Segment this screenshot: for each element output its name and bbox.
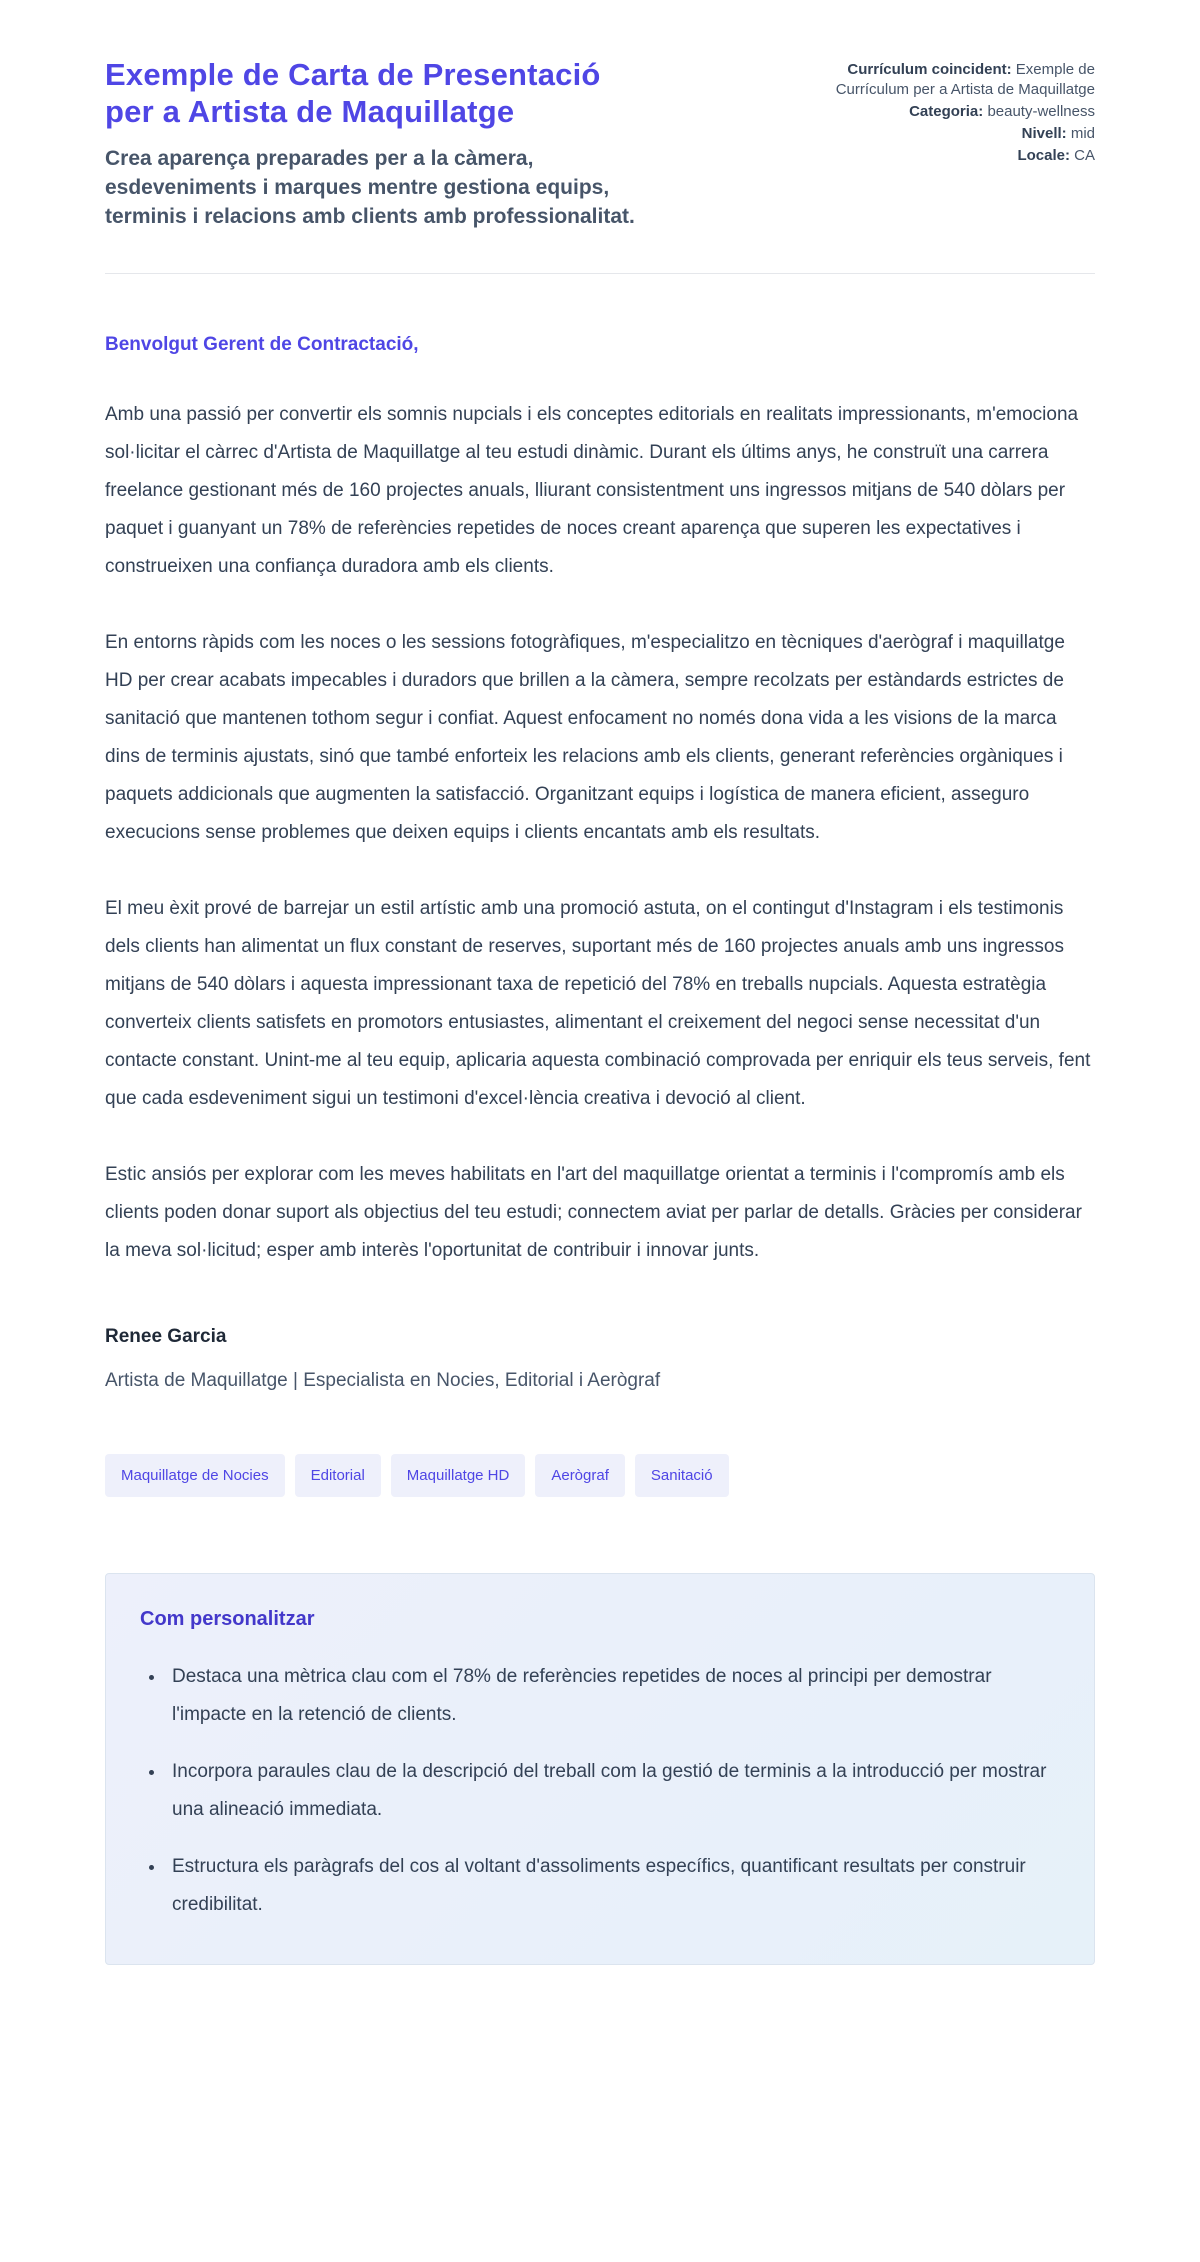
meta-category-value: beauty-wellness [987,103,1095,120]
skill-tag: Editorial [295,1454,381,1497]
meta-matching-resume-value: Exemple de Currículum per a Artista de Maquillatge [835,61,1095,98]
letter-paragraph: Amb una passió per convertir els somnis nupcials i els conceptes editorials en realitats impressionants, m'emociona sol·licitar el càrrec d'Artista de Maquillatge al teu estudi dinàmic. Durant els últims anys, he construït una carrera freelance gestionant més de 160 projectes anuals, lliurant consistentment uns ingressos mitjans de 540 dòlars per paquet i guanyant un 78% de referències repetides de noces creant aparença que superen les expectatives i construeixen una confiança duradora amb els clients. [105,404,1079,577]
skill-tag: Aerògraf [535,1454,625,1497]
meta-locale-label: Locale: [1017,147,1070,164]
meta-matching-resume [835,60,1095,100]
header-divider [105,273,1095,274]
meta-category [835,102,1095,122]
cover-letter-page [105,0,1095,1965]
letter-paragraph: En entorns ràpids com les noces o les sessions fotogràfiques, m'especialitzo en tècniques d'aerògraf i maquillatge HD per crear acabats impecables i duradors que brillen a la càmera, sempre recolzats per estàndards estrictes de sanitació que mantenen tothom segur i confiat. Aquest enfocament no només dona vida a les visions de la marca dins de terminis ajustats, sinó que també enforteix les relacions amb els clients, generant referències orgàniques i paquets addicionals que augmenten la satisfacció. Organitzant equips i logística de manera eficient, asseguro execucions sense problemes que deixen equips i clients encantats amb els resultats. [105,632,1065,843]
letter-body [105,332,1095,1392]
skill-tag: Maquillatge HD [391,1454,526,1497]
skill-tag: Maquillatge de Nocies [105,1454,285,1497]
header-title-block [105,56,635,231]
meta-matching-resume-label: Currículum coincident: [847,61,1012,78]
meta-level-label: Nivell: [1021,125,1067,142]
page-title: Exemple de Carta de Presentació per a Artista de Maquillatge [105,57,601,129]
tips-title: Com personalitzar [140,1608,315,1630]
meta-level-value: mid [1070,125,1095,142]
page-subtitle: Crea aparença preparades per a la càmera, esdeveniments i marques mentre gestiona equips, terminis i relacions amb clients amb professionalitat. [105,147,635,228]
meta-locale-value: CA [1074,147,1095,164]
signature-role: Artista de Maquillatge | Especialista en Nocies, Editorial i Aerògraf [105,1370,661,1391]
skill-tags [105,1454,1095,1497]
letter-paragraph: Estic ansiós per explorar com les meves habilitats en l'art del maquillatge orientat a terminis i l'compromís amb els clients poden donar suport als objectius del teu estudi; connectem aviat per parlar de detalls. Gràcies per considerar la meva sol·licitud; esper amb interès l'oportunitat de contribuir i innovar junts. [105,1164,1082,1261]
meta-locale [835,146,1095,166]
tip-item: • Incorpora paraules clau de la descripció del treball com la gestió de terminis a la introducció per mostrar una alineació immediata. [166,1753,1060,1829]
skill-tag: Sanitació [635,1454,729,1497]
header-meta-block [835,56,1095,168]
tip-item: • Estructura els paràgrafs del cos al voltant d'assoliments específics, quantificant resultats per construir credibilitat. [166,1848,1060,1924]
letter-greeting: Benvolgut Gerent de Contractació, [105,334,419,355]
letter-paragraph: El meu èxit prové de barrejar un estil artístic amb una promoció astuta, on el contingut d'Instagram i els testimonis dels clients han alimentat un flux constant de reserves, suportant més de 160 projectes anuals amb uns ingressos mitjans de 540 dòlars i aquesta impressionant taxa de repetició del 78% en treballs nupcials. Aquesta estratègia converteix clients satisfets en promotors entusiastes, alimentant el creixement del negoci sense necessitat d'un contacte constant. Unint-me al teu equip, aplicaria aquesta combinació comprovada per enriquir els teus serveis, fent que cada esdeveniment sigui un testimoni d'excel·lència creativa i devoció al client. [105,898,1091,1109]
tip-item: • Destaca una mètrica clau com el 78% de referències repetides de noces al principi per demostrar l'impacte en la retenció de clients. [166,1658,1060,1734]
page-header [105,56,1095,231]
tips-list [140,1658,1060,1924]
meta-level [835,124,1095,144]
signature-name: Renee Garcia [105,1326,227,1347]
customization-tips-box [105,1573,1095,1965]
meta-category-label: Categoria: [909,103,984,120]
